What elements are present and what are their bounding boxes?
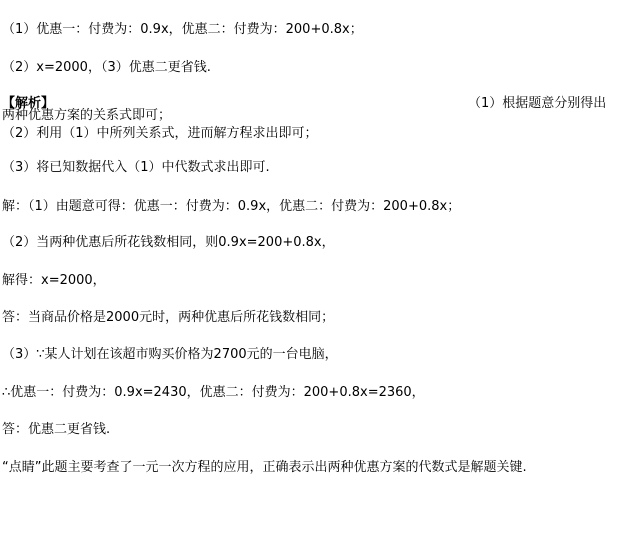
analysis-step-2: （2）利用（1）中所列关系式，进而解方程求出即可； <box>2 126 318 141</box>
solution-line-6: ∴优惠一：付费为：0.9x=2430，优惠二：付费为：200+0.8x=2360， <box>2 385 425 400</box>
analysis-heading: 【解析】 <box>2 96 55 111</box>
answer-line-2: （2）x=2000，（3）优惠二更省钱. <box>2 60 211 75</box>
solution-line-3: 解得：x=2000， <box>2 273 106 288</box>
analysis-note-right: （1）根据题意分别得出 <box>468 96 607 111</box>
solution-line-1: 解：（1）由题意可得：优惠一：付费为：0.9x，优惠二：付费为：200+0.8x； <box>2 199 461 214</box>
answer-line-1: （1）优惠一：付费为：0.9x，优惠二：付费为：200+0.8x； <box>2 22 363 37</box>
solution-line-4: 答：当商品价格是2000元时，两种优惠后所花钱数相同； <box>2 310 335 325</box>
analysis-step-3: （3）将已知数据代入（1）中代数式求出即可. <box>2 160 270 175</box>
comment-text: “点睛”此题主要考查了一元一次方程的应用，正确表示出两种优惠方案的代数式是解题关键. <box>2 460 527 475</box>
solution-line-7: 答：优惠二更省钱. <box>2 422 111 437</box>
analysis-note-continued: 两种优惠方案的关系式即可； <box>2 108 172 123</box>
solution-line-5: （3）∵某人计划在该超市购买价格为2700元的一台电脑， <box>2 347 338 362</box>
solution-line-2: （2）当两种优惠后所花钱数相同，则0.9x=200+0.8x， <box>2 235 335 250</box>
